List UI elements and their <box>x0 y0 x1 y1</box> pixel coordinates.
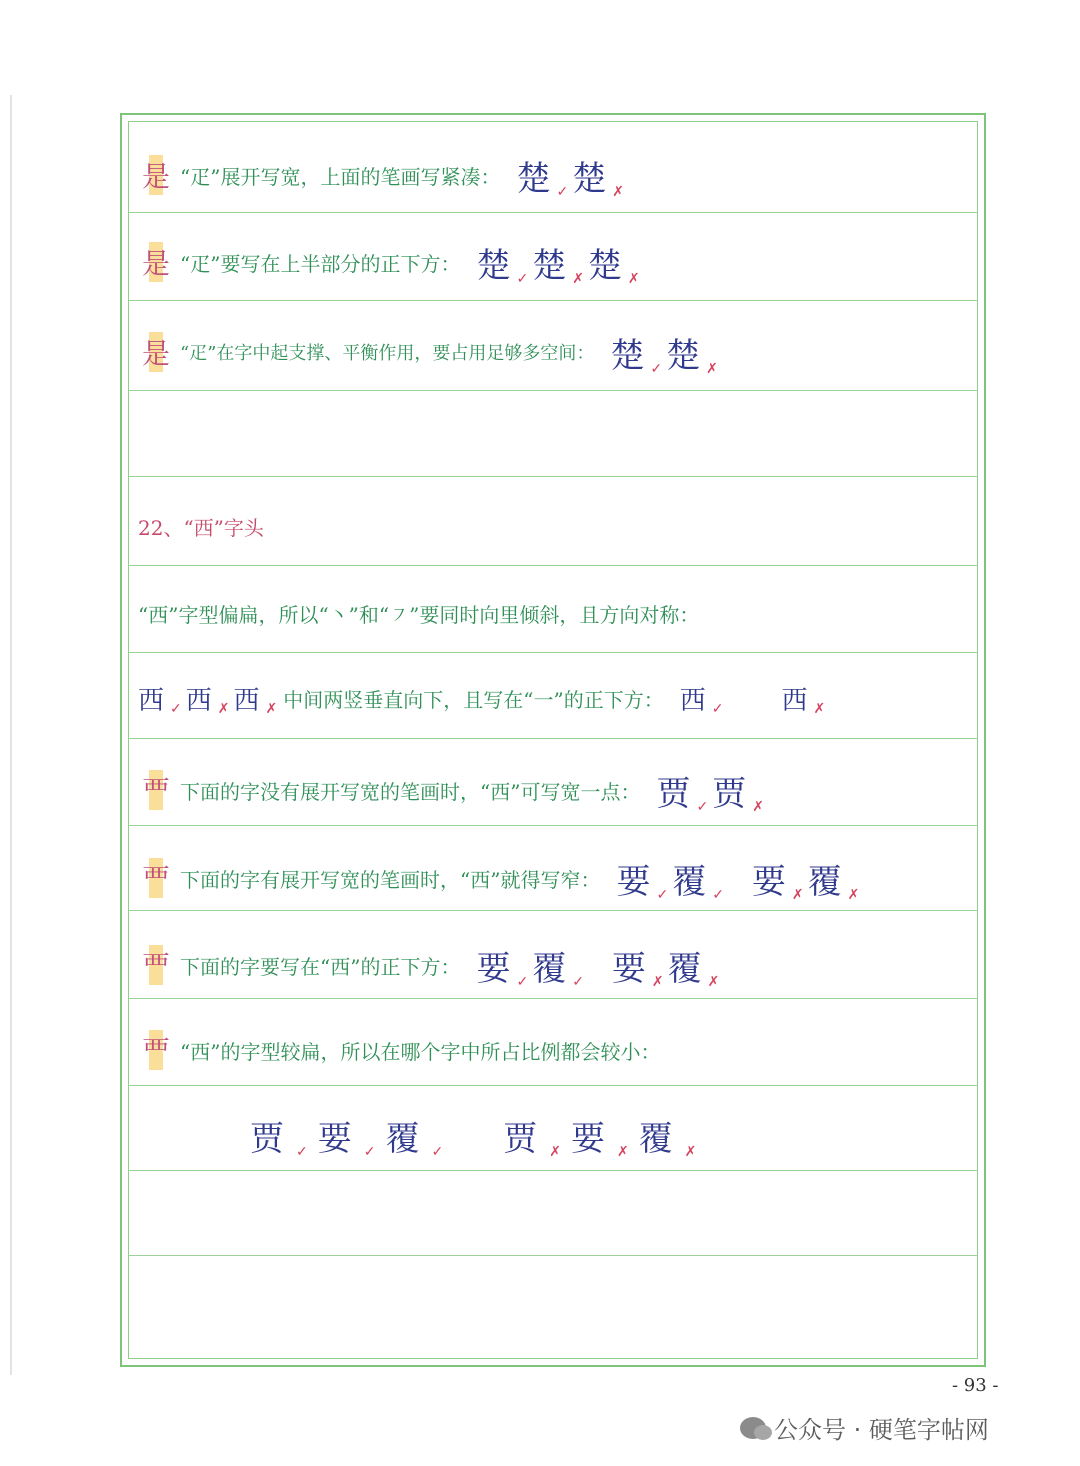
example-char: 西 <box>679 685 706 716</box>
example-char: 楚 <box>610 335 645 376</box>
example-chars <box>138 680 277 717</box>
lesson-text: 下面的字没有展开写宽的笔画时，“西”可写宽一点： <box>180 779 641 804</box>
radical-illustration: 覀 <box>138 770 174 810</box>
wrong-mark-icon: ✗ <box>752 798 764 815</box>
ruled-line <box>128 300 978 301</box>
example-char: 西 <box>781 685 808 716</box>
example-chars <box>476 238 639 287</box>
radical-illustration: 是 <box>138 155 174 195</box>
section-heading: 22、“西”字头 <box>138 515 264 540</box>
example-char: 贾 <box>712 773 747 814</box>
example-char: 覆 <box>672 861 707 902</box>
correct-mark-icon: ✓ <box>431 1143 444 1160</box>
radical-illustration: 是 <box>138 332 174 372</box>
wrong-mark-icon: ✗ <box>791 886 804 903</box>
ruled-line <box>128 910 978 911</box>
example-char: 覆 <box>638 1118 673 1159</box>
correct-mark-icon: ✓ <box>556 183 569 200</box>
radical-illustration: 覀 <box>138 858 174 898</box>
example-char: 覆 <box>807 861 842 902</box>
lesson-text: 下面的字要写在“西”的正下方： <box>180 954 461 979</box>
correct-mark-icon: ✓ <box>656 886 669 903</box>
section-title <box>138 496 264 556</box>
lesson-line-xi-6 <box>250 1105 696 1165</box>
lesson-line-chu-1 <box>138 145 624 205</box>
correct-mark-icon: ✓ <box>711 700 724 717</box>
example-char: 楚 <box>587 245 622 286</box>
correct-mark-icon: ✓ <box>712 886 724 903</box>
correct-mark-icon: ✓ <box>296 1143 308 1160</box>
page-edge-line <box>10 95 12 1375</box>
example-chars <box>516 151 623 200</box>
example-chars <box>610 328 717 377</box>
example-char: 要 <box>570 1118 605 1159</box>
lesson-text: 中间两竖垂直向下，且写在“一”的正下方： <box>283 687 664 712</box>
lesson-line-xi-5 <box>138 1020 660 1080</box>
example-char: 贾 <box>503 1118 538 1159</box>
correct-mark-icon: ✓ <box>516 270 529 287</box>
ruled-line <box>128 565 978 566</box>
example-chars <box>656 766 763 815</box>
wrong-mark-icon: ✗ <box>707 973 720 990</box>
correct-mark-icon: ✓ <box>696 798 709 815</box>
wrong-mark-icon: ✗ <box>627 270 640 287</box>
wrong-mark-icon: ✗ <box>684 1143 697 1160</box>
ruled-line <box>128 390 978 391</box>
ruled-line <box>128 1085 978 1086</box>
lesson-line-xi-1 <box>138 668 825 728</box>
wrong-mark-icon: ✗ <box>265 700 278 717</box>
ruled-line <box>128 825 978 826</box>
wrong-mark-icon: ✗ <box>572 270 584 287</box>
example-char: 西 <box>233 685 260 716</box>
correct-mark-icon: ✓ <box>650 360 663 377</box>
lesson-line-chu-2 <box>138 232 640 292</box>
wrong-mark-icon: ✗ <box>616 1143 629 1160</box>
example-char: 贾 <box>656 773 691 814</box>
correct-mark-icon: ✓ <box>572 973 584 990</box>
lesson-text: 下面的字有展开写宽的笔画时，“西”就得写窄： <box>180 867 601 892</box>
example-char: 要 <box>616 861 651 902</box>
correct-mark-icon: ✓ <box>170 700 182 717</box>
ruled-line <box>128 652 978 653</box>
example-chars <box>250 1111 696 1160</box>
example-char: 楚 <box>572 158 607 199</box>
ruled-line <box>128 476 978 477</box>
lesson-line-xi-intro <box>138 583 699 643</box>
page-frame-inner <box>128 121 978 1359</box>
example-char: 覆 <box>385 1118 420 1159</box>
wechat-icon <box>740 1417 766 1439</box>
lesson-text: “疋”在字中起支撑、平衡作用，要占用足够多空间： <box>180 343 595 364</box>
example-chars <box>616 854 859 903</box>
example-char: 西 <box>185 685 212 716</box>
ruled-line <box>128 1170 978 1171</box>
ruled-line <box>128 738 978 739</box>
example-char: 覆 <box>532 948 567 989</box>
page-number: - 93 - <box>952 1375 999 1396</box>
example-chars <box>680 680 826 717</box>
example-char: 贾 <box>250 1118 284 1159</box>
wrong-mark-icon: ✗ <box>847 886 860 903</box>
wrong-mark-icon: ✗ <box>651 973 664 990</box>
lesson-text: “疋”要写在上半部分的正下方： <box>180 251 461 276</box>
example-char: 要 <box>751 861 786 902</box>
ruled-line <box>128 1255 978 1256</box>
lesson-line-xi-2 <box>138 760 764 820</box>
wrong-mark-icon: ✗ <box>612 183 624 200</box>
example-char: 楚 <box>476 245 511 286</box>
correct-mark-icon: ✓ <box>516 973 529 990</box>
ruled-line <box>128 998 978 999</box>
lesson-line-chu-3 <box>138 322 718 382</box>
radical-illustration: 覀 <box>138 945 174 985</box>
example-char: 楚 <box>532 245 567 286</box>
ruled-line <box>128 212 978 213</box>
wrong-mark-icon: ✗ <box>813 700 826 717</box>
example-char: 覆 <box>667 948 702 989</box>
radical-illustration: 是 <box>138 242 174 282</box>
lesson-line-xi-4 <box>138 935 719 995</box>
wrong-mark-icon: ✗ <box>217 700 230 717</box>
wrong-mark-icon: ✗ <box>706 360 718 377</box>
lesson-line-xi-3 <box>138 848 859 908</box>
lesson-text: “西”的字型较扁，所以在哪个字中所占比例都会较小： <box>180 1039 661 1064</box>
example-char: 要 <box>317 1118 352 1159</box>
watermark <box>740 1410 989 1445</box>
example-char: 西 <box>138 685 165 716</box>
example-char: 楚 <box>666 335 701 376</box>
example-char: 要 <box>476 948 511 989</box>
lesson-text: “西”字型偏扁，所以“丶”和“㇇”要同时向里倾斜，且方向对称： <box>138 602 700 627</box>
example-char: 要 <box>611 948 646 989</box>
watermark-text: 公众号 · 硬笔字帖网 <box>774 1416 989 1444</box>
example-char: 楚 <box>516 158 551 199</box>
example-chars <box>476 941 719 990</box>
correct-mark-icon: ✓ <box>363 1143 376 1160</box>
wrong-mark-icon: ✗ <box>549 1143 561 1160</box>
lesson-text: “疋”展开写宽，上面的笔画写紧凑： <box>180 164 501 189</box>
radical-illustration: 覀 <box>138 1030 174 1070</box>
